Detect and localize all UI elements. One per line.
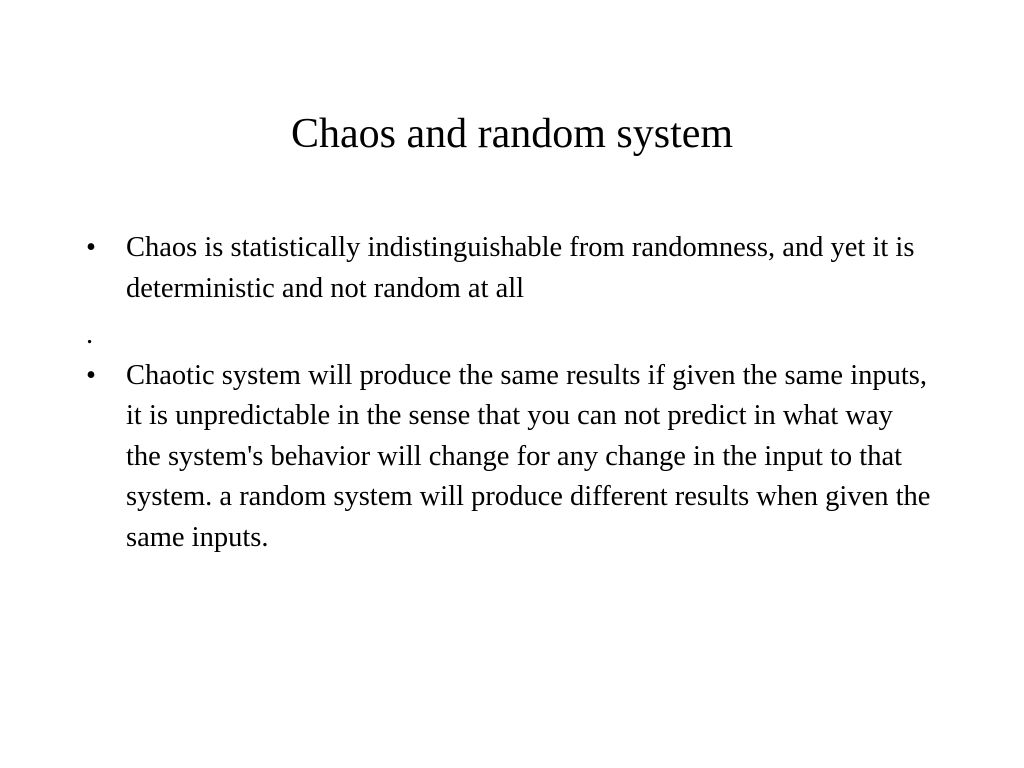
stray-period-line: . — [86, 319, 94, 350]
bullet-text-1: Chaos is statistically indistinguishable from randomness, and yet it is deterministic and not random at all — [126, 232, 915, 304]
bullet-dot-icon: • — [86, 232, 96, 263]
bullet-text-2: Chaotic system will produce the same results if given the same inputs, it is unpredictable in the sense that you can not predict in what way the system's behavior will change for any change in the input to that system. a random system will produce different results when given the same inputs. — [126, 359, 931, 553]
bullet-dot-icon: • — [86, 359, 96, 391]
bullet-item-1 — [0, 228, 1024, 309]
slide-title: Chaos and random system — [290, 111, 734, 157]
bullet-list — [0, 228, 1024, 558]
bullet-item-2 — [0, 356, 1024, 559]
